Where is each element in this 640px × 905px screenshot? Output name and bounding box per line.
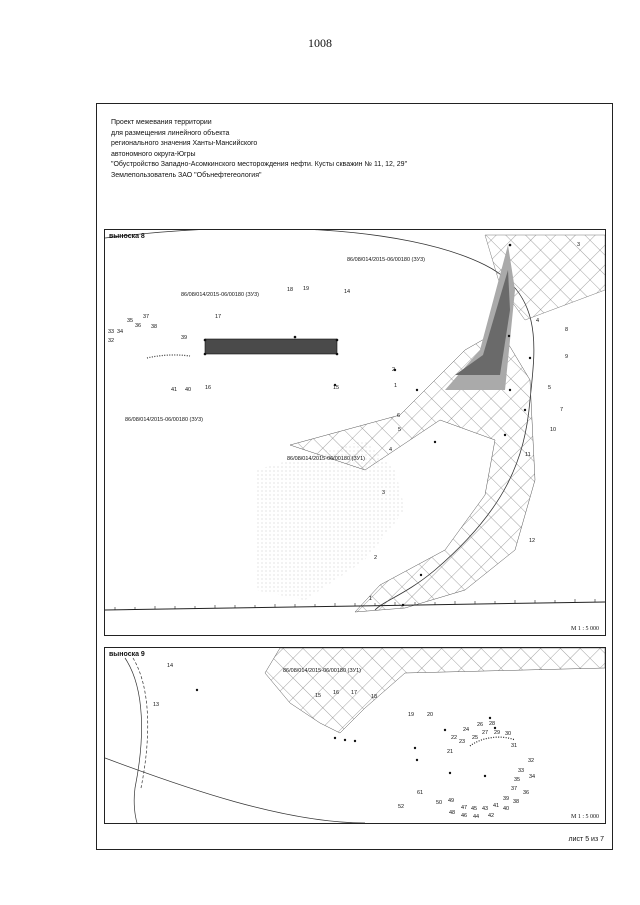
scale-label: М 1 : 5 000 xyxy=(570,626,599,632)
left-boundary xyxy=(125,658,142,823)
point-label: 33 xyxy=(108,329,115,335)
point-label: 10 xyxy=(550,427,557,433)
point-label: 37 xyxy=(143,314,150,320)
title-line: "Обустройство Западно-Асомкинского месторождения нефти. Кусты скважин № 11, 12, 29" xyxy=(111,161,408,169)
point-label: 40 xyxy=(185,387,192,393)
point-label: 36 xyxy=(135,323,142,329)
point-label: 29 xyxy=(494,730,501,736)
page-number: 1008 xyxy=(308,36,332,50)
inset-map-8-drawing xyxy=(105,230,605,635)
parcel-label: 86/08/014/2015-06/00180 (ЗУ3) xyxy=(125,417,204,423)
point-label: 32 xyxy=(528,758,535,764)
point-label: 23 xyxy=(459,739,466,745)
point-label: 18 xyxy=(371,694,378,700)
point-label: 36 xyxy=(523,790,530,796)
left-boundary-dashed xyxy=(133,658,148,788)
scale-label: М 1 : 5 000 xyxy=(570,814,599,820)
point-label: 11 xyxy=(525,452,531,458)
point-label: 15 xyxy=(315,693,322,699)
parcel-label: 86/08/014/2015-06/00180 (ЗУ3) xyxy=(181,292,260,298)
point-label: 20 xyxy=(427,712,434,718)
point-label: 38 xyxy=(151,324,158,330)
point-label: 2 xyxy=(392,367,396,373)
point-label: 35 xyxy=(127,318,134,324)
point-label: 43 xyxy=(482,806,489,812)
point-label: 16 xyxy=(333,690,340,696)
inset-map-9 xyxy=(104,647,606,824)
inset-map-8 xyxy=(104,229,606,636)
point-label: 26 xyxy=(477,722,484,728)
point-label: 19 xyxy=(408,712,415,718)
point-label: 37 xyxy=(511,786,518,792)
point-label: 22 xyxy=(451,735,458,741)
point-label: 44 xyxy=(473,814,480,820)
point-label: 17 xyxy=(351,690,358,696)
point-label: 16 xyxy=(205,385,212,391)
point-label: 50 xyxy=(436,800,443,806)
point-label: 33 xyxy=(518,768,525,774)
point-label: 32 xyxy=(108,338,115,344)
title-line: для размещения линейного объекта xyxy=(111,129,230,137)
point-label: 48 xyxy=(449,810,456,816)
point-label: 14 xyxy=(344,289,351,295)
point-label: 8 xyxy=(565,327,569,333)
point-label: 6 xyxy=(397,413,401,419)
point-label: 41 xyxy=(493,803,500,809)
sheet-number: лист 5 из 7 xyxy=(568,836,604,843)
point-label: 42 xyxy=(488,813,495,819)
point-label: 12 xyxy=(529,538,536,544)
point-label: 4 xyxy=(536,318,540,324)
point-label: 39 xyxy=(503,796,510,802)
point-label: 3 xyxy=(382,490,386,496)
parcel-zu3-bar xyxy=(205,339,337,354)
hatched-parcel-zu1 xyxy=(265,648,605,733)
point-label: 31 xyxy=(511,743,518,749)
point-label: 45 xyxy=(471,806,478,812)
point-label: 35 xyxy=(514,777,521,783)
point-label: 2 xyxy=(374,555,378,561)
point-label: 34 xyxy=(117,329,124,335)
point-label: 5 xyxy=(548,385,552,391)
point-label: 38 xyxy=(513,799,520,805)
point-label: 21 xyxy=(447,749,454,755)
point-label: 47 xyxy=(461,805,468,811)
point-label: 46 xyxy=(461,813,468,819)
point-label: 17 xyxy=(215,314,222,320)
point-label: 7 xyxy=(560,407,564,413)
point-label: 1 xyxy=(394,383,398,389)
map-sheet xyxy=(96,103,613,850)
point-label: 5 xyxy=(398,427,402,433)
point-label: 14 xyxy=(167,663,174,669)
title-line: регионального значения Ханты-Мансийского xyxy=(111,140,258,148)
inset-title: выноска 8 xyxy=(109,233,145,240)
point-label: 18 xyxy=(287,287,294,293)
point-label: 13 xyxy=(153,702,160,708)
point-label: 49 xyxy=(448,798,455,804)
lower-arc xyxy=(105,758,365,823)
title-line: Проект межевания территории xyxy=(111,119,212,126)
inset-map-9-drawing xyxy=(105,648,605,823)
point-label: 9 xyxy=(565,354,569,360)
point-label: 40 xyxy=(503,806,510,812)
point-label: 1 xyxy=(369,596,373,602)
point-label: 24 xyxy=(463,727,470,733)
point-label: 4 xyxy=(389,447,393,453)
point-label: 19 xyxy=(303,286,310,292)
dotted-line xyxy=(147,355,190,358)
parcel-label: 86/08/014/2015-06/00180 (ЗУ3) xyxy=(347,257,426,263)
point-label: 41 xyxy=(171,387,178,393)
project-title-block xyxy=(111,118,407,182)
point-label: 30 xyxy=(505,731,512,737)
parcel-label: 86/08/014/2015-06/00180 (ЗУ1) xyxy=(287,456,366,462)
point-label: 52 xyxy=(398,804,405,810)
point-label: 3 xyxy=(577,242,581,248)
parcel-label: 86/08/014/2015-06/00180 (ЗУ1) xyxy=(283,668,362,674)
inset-title: выноска 9 xyxy=(109,651,145,658)
point-label: 34 xyxy=(529,774,536,780)
point-label: 15 xyxy=(333,385,340,391)
point-label: 39 xyxy=(181,335,188,341)
point-label: 28 xyxy=(489,721,496,727)
point-label: 25 xyxy=(472,735,479,741)
speckle-area xyxy=(255,440,405,600)
title-line: автономного округа-Югры xyxy=(111,150,196,158)
point-label: 61 xyxy=(417,790,424,796)
point-label: 27 xyxy=(482,730,489,736)
title-line: Землепользователь ЗАО "Обънефтегеология" xyxy=(111,171,262,179)
